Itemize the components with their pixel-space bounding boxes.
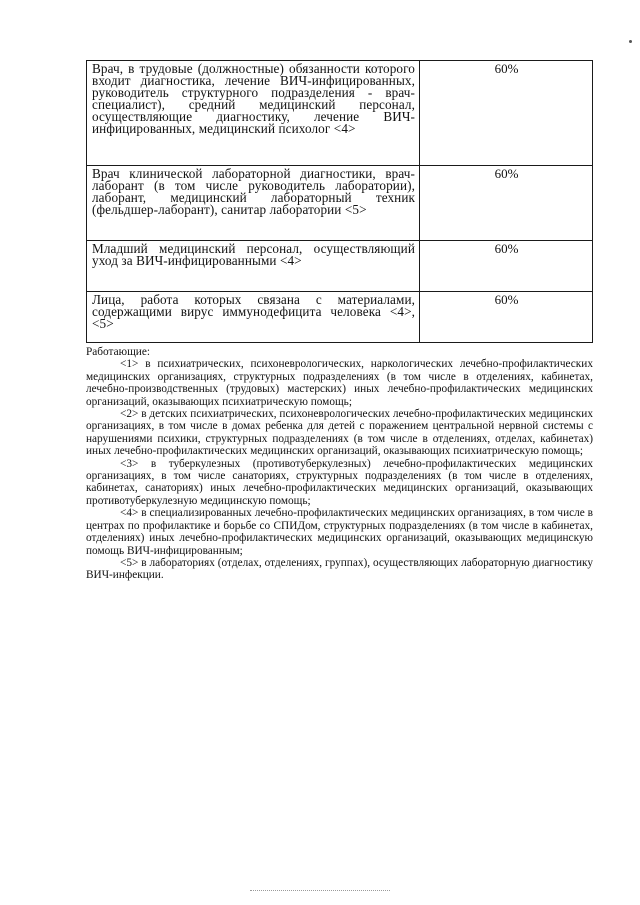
allowance-percent: 60%	[420, 241, 593, 292]
footnote-5: <5> в лабораториях (отделах, отделениях, группах), осуществляющих лабораторную диагностику ВИЧ-инфекции.	[86, 556, 593, 582]
position-description: Врач, в трудовые (должностные) обязанности которого входит диагностика, лечение ВИЧ-инфицированных, руководитель структурного подразделения - врач-специалист), средний медицинский персонал, осуществляющие диагностику, лечение ВИЧ-инфицированных, медицинский психолог <4>	[87, 61, 420, 166]
allowance-percent: 60%	[420, 292, 593, 343]
position-description: Врач клинической лабораторной диагностики, врач-лаборант (в том числе руководитель лаборатории), лаборант, медицинский лабораторный техник (фельдшер-лаборант), санитар лаборатории <5>	[87, 166, 420, 241]
table-row	[87, 241, 593, 292]
allowance-percent: 60%	[420, 166, 593, 241]
footnotes-section	[86, 346, 593, 582]
table-row	[87, 61, 593, 166]
allowance-table	[86, 60, 593, 343]
footnote-1: <1> в психиатрических, психоневрологических, наркологических лечебно-профилактических медицинских организациях, структурных подразделениях (в том числе в отделениях, кабинетах, лечебно-производственных (трудовых) мастерских) иных лечебно-профилактических медицинских организаций, оказывающих психиатрическую помощь;	[86, 358, 593, 408]
position-description: Лица, работа которых связана с материалами, содержащими вирус иммунодефицита человека <4>, <5>	[87, 292, 420, 343]
allowance-percent: 60%	[420, 61, 593, 166]
bottom-scan-line	[250, 890, 390, 892]
table-row	[87, 166, 593, 241]
footnote-2: <2> в детских психиатрических, психоневрологических лечебно-профилактических медицинских организациях, в том числе в домах ребенка для детей с поражением центральной нервной системы с нарушениями психики, структурных подразделениях (в том числе в отделениях, отделах, кабинетах) иных лечебно-профилактических медицинских организаций, оказывающих психиатрическую помощь;	[86, 408, 593, 458]
footnote-4: <4> в специализированных лечебно-профилактических медицинских организациях, в том числе в центрах по профилактике и борьбе со СПИДом, структурных подразделениях (в том числе в кабинетах, отделениях) иных лечебно-профилактических медицинских организаций, оказывающих медицинскую помощь ВИЧ-инфицированным;	[86, 507, 593, 557]
table-row	[87, 292, 593, 343]
position-description: Младший медицинский персонал, осуществляющий уход за ВИЧ-инфицированными <4>	[87, 241, 420, 292]
scan-artifact-dot	[629, 40, 632, 43]
footnote-3: <3> в туберкулезных (противотуберкулезных) лечебно-профилактических медицинских организациях, в том числе санаториях, структурных подразделениях (в том числе в отделениях, кабинетах, санаториях) иных лечебно-профилактических медицинских организаций, оказывающих противотуберкулезную медицинскую помощь;	[86, 457, 593, 507]
footnotes-heading: Работающие:	[86, 346, 150, 358]
